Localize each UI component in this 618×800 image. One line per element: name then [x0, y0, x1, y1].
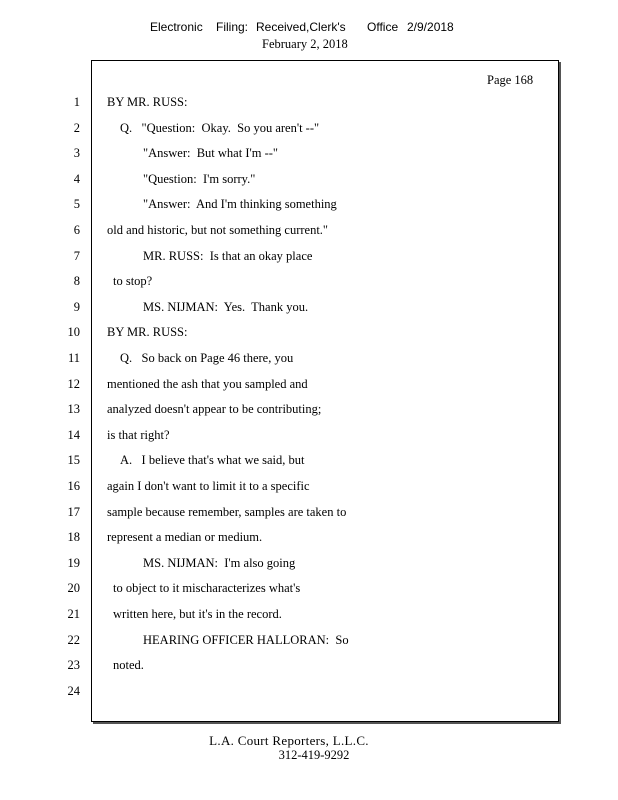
- line-text: "Answer: But what I'm --": [143, 146, 279, 161]
- line-text: "Answer: And I'm thinking something: [143, 197, 337, 212]
- line-text: to object to it mischaracterizes what's: [113, 581, 301, 596]
- line-number: 2: [73, 120, 80, 135]
- line-text: A. I believe that's what we said, but: [120, 453, 305, 468]
- line-number: 4: [73, 171, 80, 186]
- line-text: BY MR. RUSS:: [107, 325, 188, 340]
- line-number: 8: [73, 274, 80, 289]
- line-number: 17: [67, 504, 80, 519]
- line-number: 20: [67, 581, 80, 596]
- line-number: 13: [67, 402, 80, 417]
- line-text: again I don't want to limit it to a specific: [107, 479, 310, 493]
- line-number: 14: [67, 427, 80, 442]
- line-number: 12: [67, 376, 80, 391]
- line-number: 15: [67, 453, 80, 468]
- line-number: 11: [67, 351, 80, 365]
- line-number: 24: [67, 683, 80, 698]
- line-text: written here, but it's in the record.: [113, 607, 282, 621]
- line-number: 18: [67, 530, 80, 545]
- line-number: 7: [73, 248, 80, 263]
- line-number: 22: [67, 632, 80, 647]
- line-number: 5: [73, 197, 80, 212]
- line-text: sample because remember, samples are taken to: [107, 504, 347, 519]
- line-text: mentioned the ash that you sampled and: [107, 376, 308, 391]
- line-text: Q. So back on Page 46 there, you: [120, 351, 294, 365]
- line-number: 1: [73, 95, 80, 109]
- line-text: "Question: I'm sorry.": [143, 171, 256, 186]
- line-text: represent a median or medium.: [107, 530, 263, 545]
- stamp-electronic: Electronic: [150, 20, 203, 34]
- line-text: HEARING OFFICER HALLORAN: So: [143, 632, 349, 647]
- stamp-office: Office: [367, 20, 399, 34]
- reporter-name: L.A. Court Reporters, L.L.C.: [209, 733, 369, 748]
- stamp-received: Received,Clerk's: [256, 20, 346, 34]
- line-text: Q. "Question: Okay. So you aren't --": [120, 120, 320, 135]
- line-text: MS. NIJMAN: Yes. Thank you.: [143, 299, 309, 314]
- filed-date: February 2, 2018: [262, 37, 348, 51]
- line-number: 23: [67, 658, 80, 673]
- line-text: is that right?: [107, 427, 170, 442]
- reporter-phone: 312-419-9292: [278, 748, 350, 762]
- page-number: Page 168: [487, 73, 534, 87]
- stamp-date: 2/9/2018: [407, 20, 454, 34]
- line-number: 6: [73, 223, 80, 237]
- line-text: analyzed doesn't appear to be contributing;: [107, 402, 322, 417]
- line-text: to stop?: [113, 274, 153, 289]
- line-text: noted.: [113, 658, 144, 673]
- line-number: 10: [67, 325, 80, 340]
- line-text: old and historic, but not something current.": [107, 223, 329, 237]
- stamp-filing: Filing:: [216, 20, 249, 34]
- line-text: MS. NIJMAN: I'm also going: [143, 555, 296, 570]
- line-text: MR. RUSS: Is that an okay place: [143, 248, 313, 263]
- line-text: BY MR. RUSS:: [107, 95, 188, 109]
- line-number: 16: [67, 479, 80, 493]
- line-number: 21: [67, 607, 80, 621]
- line-number: 3: [73, 146, 80, 161]
- line-number: 9: [73, 299, 80, 314]
- line-number: 19: [67, 555, 80, 570]
